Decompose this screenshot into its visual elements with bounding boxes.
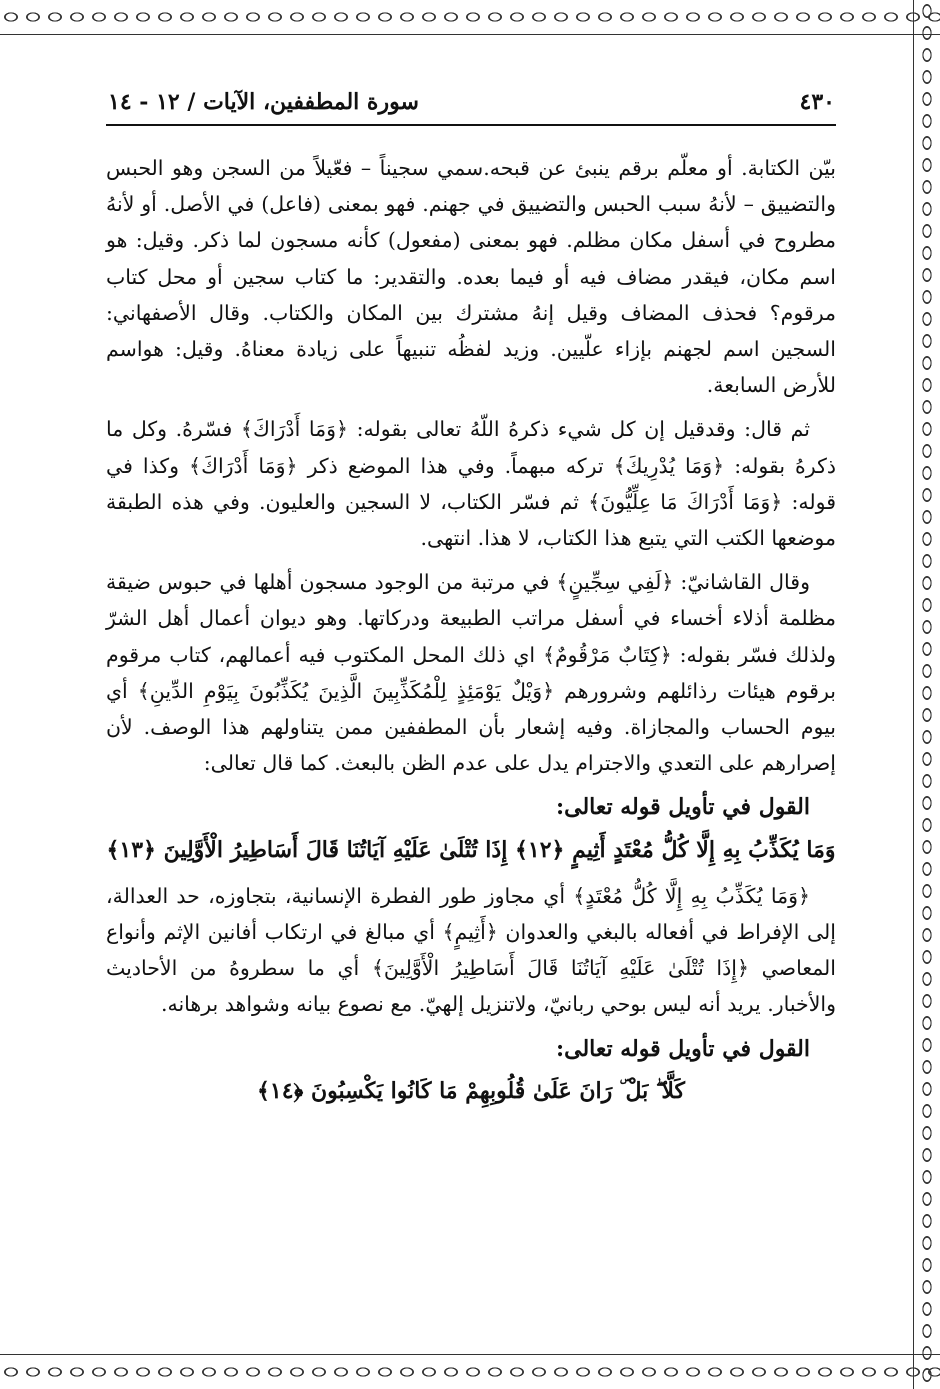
header-divider (106, 124, 836, 126)
paragraph-1: بيّن الكتابة. أو معلّم برقم ينبئ عن قبحه.سمي سجيناً – فعّيلاً من السجن وهو الحبس والتضييق – لأنهُ سبب الحبس والتضييق في جهنم. فهو بمعنى (فاعل) في الأصل. أو لأنهُ مطروح في أسفل مكان مظلم. فهو بمعنى (مفعول) كأنه مسجون لما ذكر. وقيل: هو اسم مكان، فيقدر مضاف فيه أو فيما بعده. والتقدير: ما كتاب سجين أو محل كتاب مرقوم؟ فحذف المضاف وقيل إنهُ مشترك بين المكان والكتاب. وقال الأصفهاني: السجين اسم لجهنم بإزاء علّيين. وزيد لفظُه تنبيهاً على زيادة معناهُ. وقيل: هواسم للأرض السابعة. (106, 156, 836, 398)
quran-verse-12-13: وَمَا يُكَذِّبُ بِهِ إِلَّا كُلُّ مُعْتَدٍ أَثِيمٍ ﴿١٢﴾ إِذَا تُتْلَىٰ عَلَيْهِ آيَاتُنَا قَالَ أَسَاطِيرُ الْأَوَّلِينَ ﴿١٣﴾ (106, 836, 836, 863)
paragraph-4: ﴿وَمَا يُكَذِّبُ بِهِ إِلَّا كُلُّ مُعْتَدٍ﴾ أي مجاوز طور الفطرة الإنسانية، بتجاوزه، حد العدالة، إلى الإفراط في أفعاله بالبغي والعدوان ﴿أَثِيمٍ﴾ أي مبالغ في ارتكاب أفانين الإثم وأنواع المعاصي ﴿إِذَا تُتْلَىٰ عَلَيْهِ آيَاتُنَا قَالَ أَسَاطِيرُ الْأَوَّلِينَ﴾ أي ما سطروهُ من الأحاديث والأخبار. يريد أنه ليس بوحي ربانيّ، ولاتنزيل إلهيّ. مع نصوع بيانه وشواهد برهانه. (106, 883, 836, 1017)
decorative-border-right (913, 0, 940, 1389)
paragraph-2: ثم قال: وقدقيل إن كل شيء ذكرهُ اللّهُ تعالى بقوله: ﴿وَمَا أَدْرَاكَ﴾ فسّرهُ. وكل ما ذكرهُ بقوله: ﴿وَمَا يُدْرِيكَ﴾ تركه مبهماً. وفي هذا الموضع ذكر ﴿وَمَا أَدْرَاكَ﴾ وكذا في قوله: ﴿وَمَا أَدْرَاكَ مَا عِلِّيُّونَ﴾ ثم فسّر الكتاب، لا السجين والعليون. وفي هذه الطبقة موضعها الكتب التي يتبع هذا الكتاب، لا هذا. انتهى. (106, 417, 836, 551)
paragraph-3: وقال القاشانيّ: ﴿لَفِي سِجِّينٍ﴾ في مرتبة من الوجود مسجون أهلها في حبوس ضيقة مظلمة أذلاء أخساء في أسفل مراتب الطبيعة ودركاتها. وهو ديوان أعمال أهل الشرّ ولذلك فسّر بقوله: ﴿كِتَابٌ مَرْقُومٌ﴾ اي ذلك المحل المكتوب فيه أعمالهم، كتاب مرقوم برقوم هيئات رذائلهم وشرورهم ﴿وَيْلٌ يَوْمَئِذٍ لِلْمُكَذِّبِينَ الَّذِينَ يُكَذِّبُونَ بِيَوْمِ الدِّينِ﴾ أي بيوم الحساب والمجازاة. وفيه إشعار بأن المطففين ممن يتناولهم هذا الوصف. لأن إصرارهم على التعدي والاجترام يدل على عدم الظن بالبعث. كما قال تعالى: (106, 570, 836, 776)
decorative-border-top (0, 0, 940, 35)
section-heading-2: القول في تأويل قوله تعالى: (556, 1035, 810, 1062)
section-heading-1: القول في تأويل قوله تعالى: (556, 794, 810, 821)
decorative-border-bottom (0, 1354, 940, 1389)
page-header (108, 82, 835, 122)
page-body (106, 150, 836, 1119)
page-number: ٤٣٠ (799, 89, 835, 115)
running-title: سورة المطففين، الآيات / ١٢ - ١٤ (108, 89, 419, 115)
quran-verse-14: كَلَّا ۖ بَلْ ۜ رَانَ عَلَىٰ قُلُوبِهِمْ مَا كَانُوا يَكْسِبُونَ ﴿١٤﴾ (257, 1077, 685, 1104)
